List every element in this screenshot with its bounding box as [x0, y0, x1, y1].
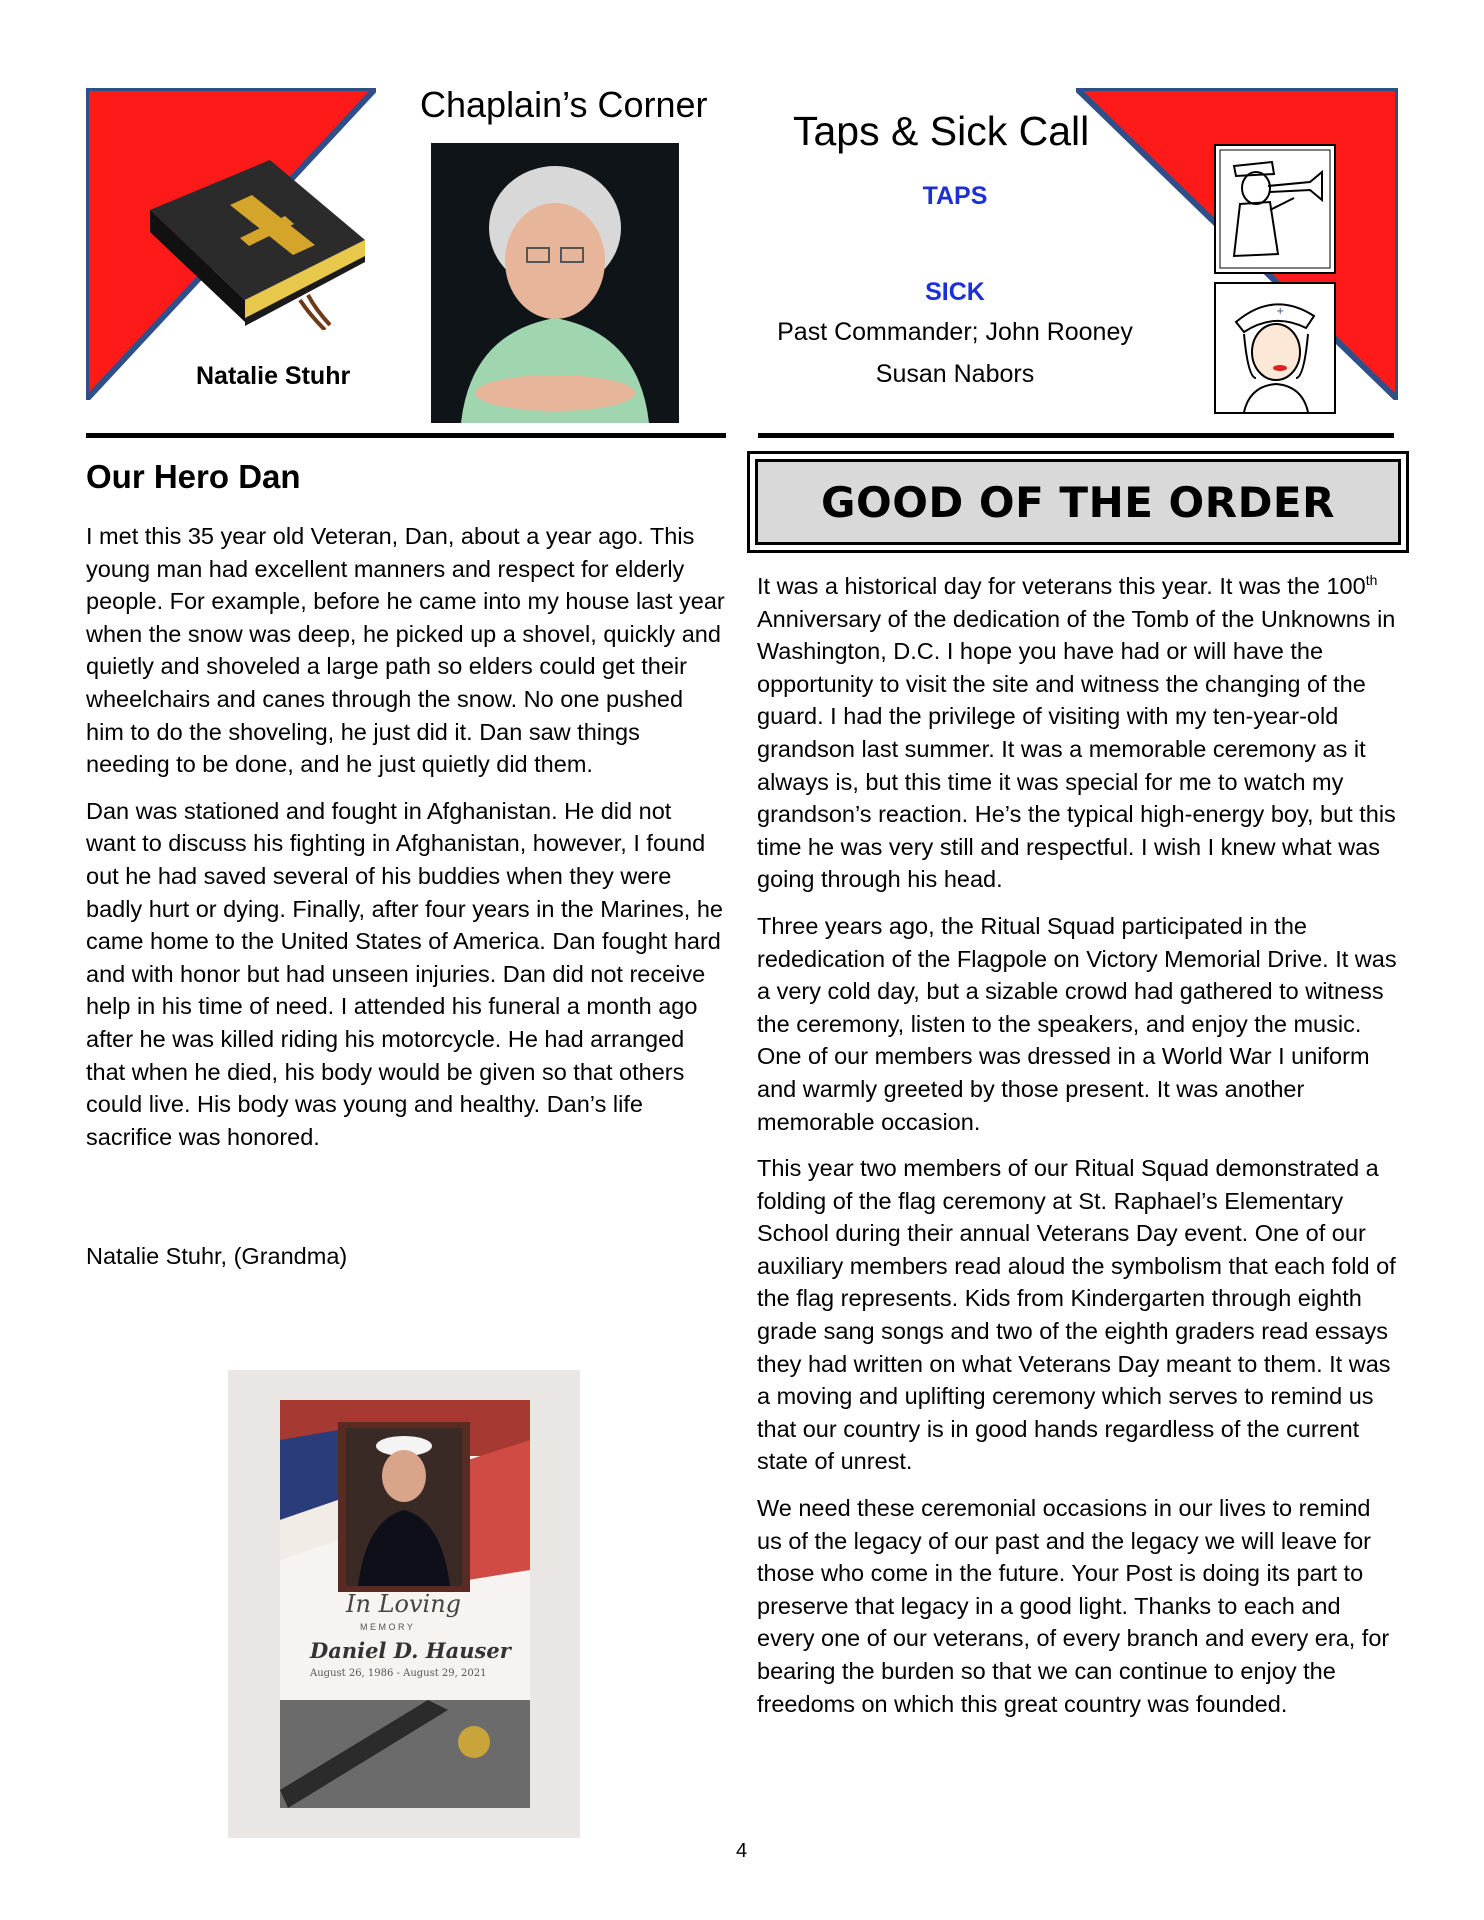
sick-name-1: Past Commander; John Rooney: [777, 318, 1133, 346]
right-divider: [758, 433, 1394, 438]
memorial-card-script: In Loving: [346, 1590, 462, 1618]
left-divider: [86, 433, 726, 438]
memorial-card-photo: [228, 1370, 580, 1838]
taps-label: TAPS: [922, 182, 988, 210]
hero-signoff: Natalie Stuhr, (Grandma): [86, 1243, 348, 1269]
sick-label: SICK: [925, 278, 985, 306]
bugler-icon: [1214, 144, 1336, 274]
good-of-the-order-title: GOOD OF THE ORDER: [755, 459, 1401, 545]
bible-icon: [140, 150, 375, 330]
chaplain-name-caption: Natalie Stuhr: [196, 362, 351, 390]
order-paragraph: We need these ceremonial occasions in our lives to remind us of the legacy of our past and the legacy we will leave for those who come in the future. Your Post is doing its part to preserve that legacy in a good light. Thanks to each and every one of our veterans, of every branch and every era, for bearing the burden so that we can continue to enjoy the freedoms on which this great country was founded.: [757, 1495, 1390, 1717]
memorial-card-memory: M E M O R Y: [360, 1622, 413, 1632]
order-paragraph: [757, 570, 1397, 896]
memorial-card-dates: August 26, 1986 - August 29, 2021: [310, 1668, 487, 1679]
page-number: 4: [736, 1840, 748, 1862]
order-p1-end: Anniversary of the dedication of the Tomb of the Unknowns in Washington, D.C. I hope you have had or will have the opportunity to visit the site and witness the changing of the guard. I had the privilege of visiting with my ten-year-old grandson last summer. It was a memorable ceremony as it always is, but this time it was special for me to watch my grandson’s reaction. He’s the typical high-energy boy, but this time he was very still and respectful. I wish I knew what was going through his head.: [757, 605, 1396, 893]
taps-title: Taps & Sick Call: [793, 108, 1090, 154]
order-paragraph: Three years ago, the Ritual Squad participated in the rededication of the Flagpole on Victory Memorial Drive. It was a very cold day, but a sizable crowd had gathered to witness the ceremony, listen to the speakers, and enjoy the music. One of our members was dressed in a World War I uniform and warmly greeted by those present. It was another memorable occasion.: [757, 912, 1397, 1135]
nurse-icon: [1214, 282, 1336, 414]
svg-text:+: +: [1276, 306, 1285, 317]
memorial-card-name: Daniel D. Hauser: [310, 1638, 511, 1663]
chaplain-portrait: [431, 143, 679, 423]
chaplain-title: Chaplain’s Corner: [420, 84, 708, 125]
hero-paragraph: I met this 35 year old Veteran, Dan, about a year ago. This young man had excellent manners and respect for elderly people. For example, before he came into my house last year when the snow was deep, he picked up a shovel, quickly and quietly and shoveled a large path so elders could get their wheelchairs and canes through the snow. No one pushed him to do the shoveling, he just did it. Dan saw things needing to be done, and he just quietly did them.: [86, 523, 725, 778]
hero-title: Our Hero Dan: [86, 458, 301, 495]
hero-paragraph: Dan was stationed and fought in Afghanistan. He did not want to discuss his fighting in Afghanistan, however, I found out he had saved several of his buddies when they were badly hurt or dying. Finally, after four years in the Marines, he came home to the United States of America. Dan fought hard and with honor but had unseen injuries. Dan did not receive help in his time of need. I attended his funeral a month ago after he was killed riding his motorcycle. He had arranged that when he died, his body would be given so that others could live. His body was young and healthy. Dan’s life sacrifice was honored.: [86, 797, 723, 1150]
order-article: [757, 570, 1397, 1734]
good-of-the-order-box: [747, 451, 1409, 553]
sick-name-2: Susan Nabors: [875, 360, 1035, 388]
hero-article: [86, 520, 726, 1167]
order-p1-start: It was a historical day for veterans this year. It was the 100: [757, 573, 1366, 599]
order-paragraph: This year two members of our Ritual Squad demonstrated a folding of the flag ceremony at St. Raphael’s Elementary School during their annual Veterans Day event. One of our auxiliary members read aloud the symbolism that each fold of the flag represents. Kids from Kindergarten through eighth grade sang songs and two of the eighth graders read essays they had written on what Veterans Day meant to them. It was a moving and uplifting ceremony which serves to remind us that our country is in good hands regardless of the current state of unrest.: [757, 1155, 1396, 1475]
order-p1-sup: th: [1365, 572, 1378, 589]
